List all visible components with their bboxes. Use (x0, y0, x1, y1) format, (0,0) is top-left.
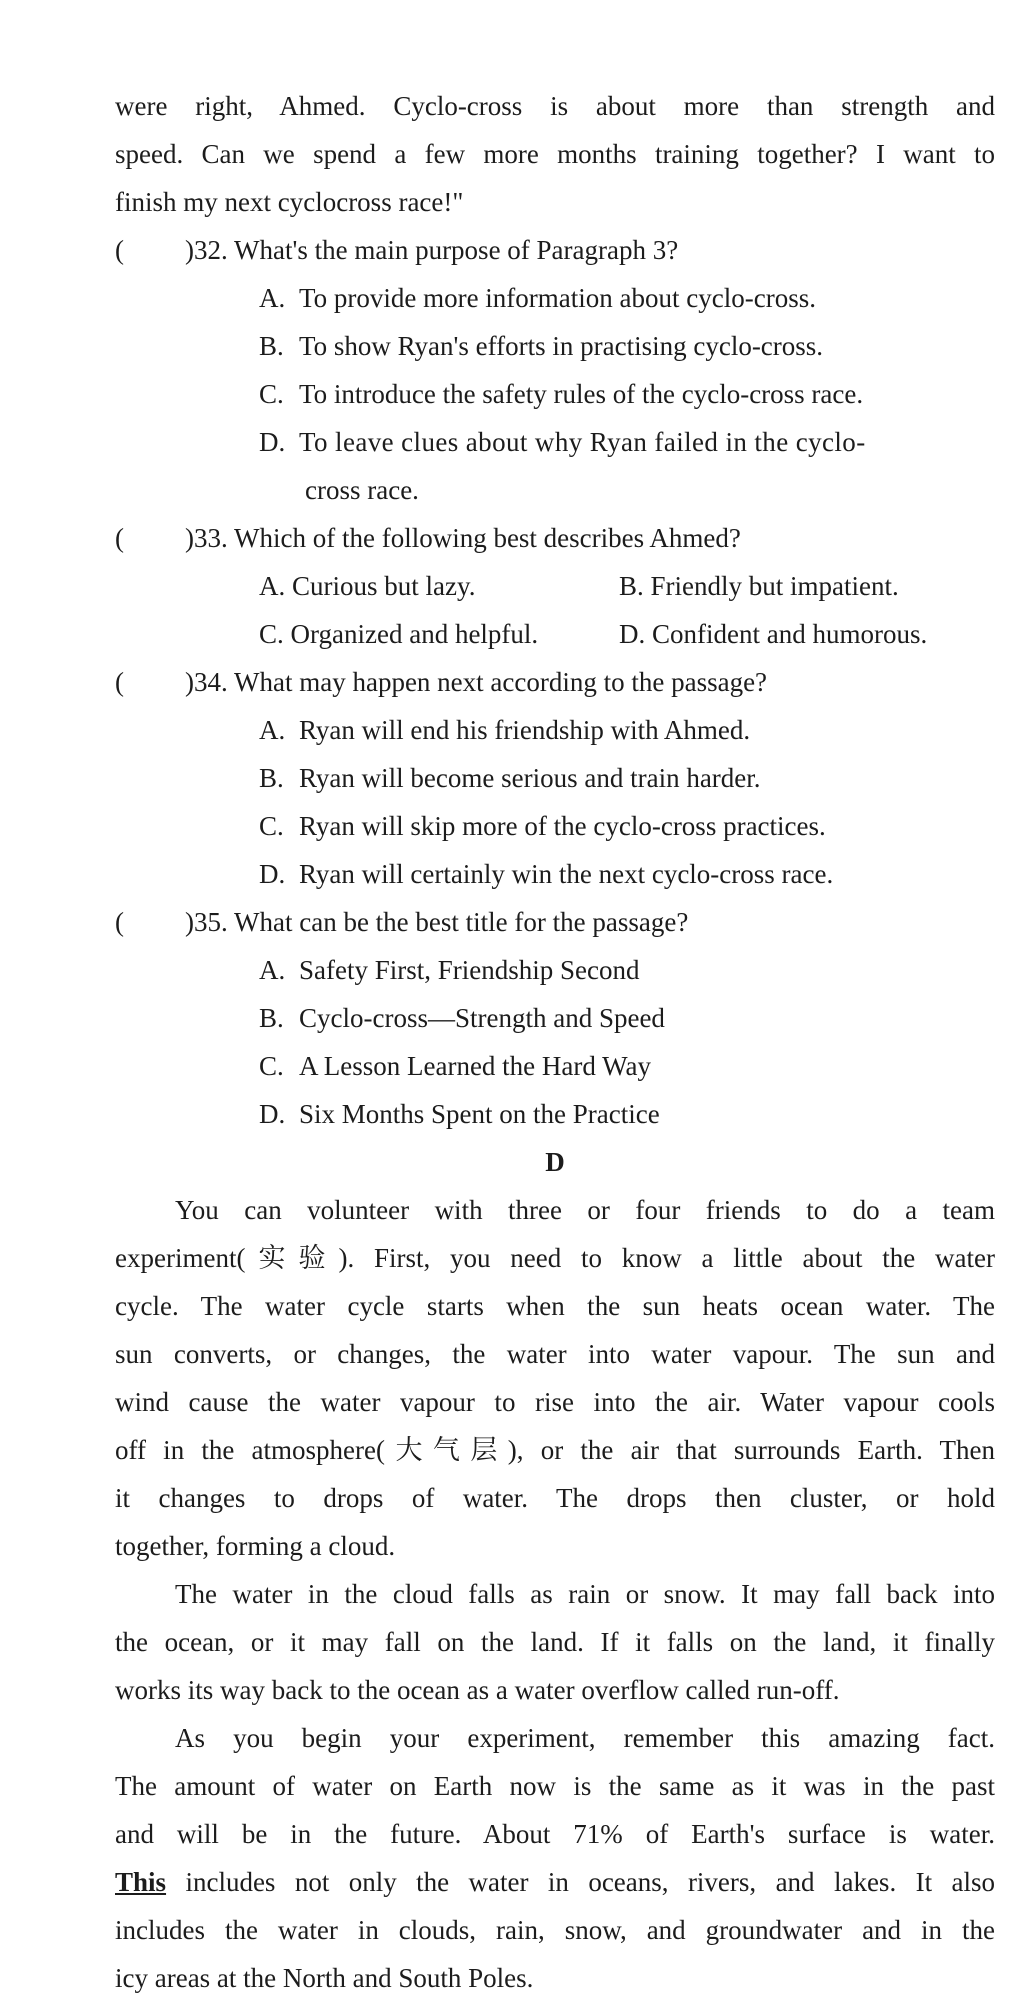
text-line: experiment(实验). First, you need to know a little about the water (115, 1243, 995, 1273)
section-heading: D (545, 1147, 565, 1177)
text-line: the ocean, or it may fall on the land. If it falls on the land, it finally (115, 1627, 995, 1657)
question-32 (115, 226, 995, 514)
text-line: finish my next cyclocross race!" (115, 187, 464, 217)
option-c: C. To introduce the safety rules of the cyclo-cross race. (259, 379, 864, 409)
question-34 (115, 658, 995, 898)
option-b: B. To show Ryan's efforts in practising cyclo-cross. (259, 331, 824, 361)
text-line: were right, Ahmed. Cyclo-cross is about more than strength and (115, 91, 995, 121)
option-a: A. Safety First, Friendship Second (259, 955, 640, 985)
option-d: D. Ryan will certainly win the next cyclo-cross race. (259, 859, 834, 889)
question-stem (115, 514, 995, 562)
passage-d-paragraph-2 (115, 1570, 995, 1714)
question-text: )32. What's the main purpose of Paragraph 3? (185, 235, 679, 265)
answer-blank[interactable]: ( (115, 523, 124, 553)
option-a: A. Curious but lazy. (259, 571, 476, 601)
question-33 (115, 514, 995, 658)
text-line: The water in the cloud falls as rain or snow. It may fall back into (175, 1579, 995, 1609)
question-35 (115, 898, 995, 1138)
option-b: B. Ryan will become serious and train harder. (259, 763, 761, 793)
text-line: icy areas at the North and South Poles. (115, 1963, 534, 1993)
exam-page (115, 82, 995, 2002)
question-text: )34. What may happen next according to the passage? (185, 667, 768, 697)
text-line: it changes to drops of water. The drops then cluster, or hold (115, 1483, 995, 1513)
text-line: sun converts, or changes, the water into water vapour. The sun and (115, 1339, 995, 1369)
option-row (115, 610, 995, 658)
option-d: D. To leave clues about why Ryan failed in the cyclo- (259, 427, 866, 457)
answer-blank[interactable]: ( (115, 907, 124, 937)
answer-blank[interactable]: ( (115, 235, 124, 265)
question-text: )35. What can be the best title for the passage? (185, 907, 689, 937)
option-d: D. Confident and humorous. (619, 619, 928, 649)
option-d: D. Six Months Spent on the Practice (259, 1099, 660, 1129)
text-line: cycle. The water cycle starts when the sun heats ocean water. The (115, 1291, 995, 1321)
passage-d-paragraph-1 (115, 1186, 995, 1570)
passage-c-ending (115, 82, 995, 226)
text-line: As you begin your experiment, remember this amazing fact. (175, 1723, 995, 1753)
text-line: wind cause the water vapour to rise into the air. Water vapour cools (115, 1387, 995, 1417)
underlined-word: This (115, 1867, 167, 1897)
option-b: B. Friendly but impatient. (619, 571, 899, 601)
text-line: This includes not only the water in oceans, rivers, and lakes. It also (115, 1867, 995, 1897)
option-c: C. Organized and helpful. (259, 619, 539, 649)
option-b: B. Cyclo-cross—Strength and Speed (259, 1003, 665, 1033)
text-line: together, forming a cloud. (115, 1531, 396, 1561)
option-c: C. Ryan will skip more of the cyclo-cross practices. (259, 811, 826, 841)
text-line: off in the atmosphere(大气层), or the air that surrounds Earth. Then (115, 1435, 995, 1465)
answer-blank[interactable]: ( (115, 667, 124, 697)
option-row (115, 562, 995, 610)
option-c: C. A Lesson Learned the Hard Way (259, 1051, 651, 1081)
option-d-continuation: cross race. (305, 475, 419, 505)
option-a: A. To provide more information about cyclo-cross. (259, 283, 816, 313)
passage-d-paragraph-3 (115, 1714, 995, 2002)
text-line: includes the water in clouds, rain, snow, and groundwater and in the (115, 1915, 995, 1945)
text-line: works its way back to the ocean as a water overflow called run-off. (115, 1675, 840, 1705)
question-text: )33. Which of the following best describes Ahmed? (185, 523, 741, 553)
question-stem (115, 226, 995, 274)
text-line: and will be in the future. About 71% of Earth's surface is water. (115, 1819, 995, 1849)
text-line: speed. Can we spend a few more months training together? I want to (115, 139, 995, 169)
option-a: A. Ryan will end his friendship with Ahmed. (259, 715, 751, 745)
question-stem (115, 898, 995, 946)
text-line: The amount of water on Earth now is the same as it was in the past (115, 1771, 995, 1801)
text-line: You can volunteer with three or four friends to do a team (175, 1195, 995, 1225)
question-stem (115, 658, 995, 706)
